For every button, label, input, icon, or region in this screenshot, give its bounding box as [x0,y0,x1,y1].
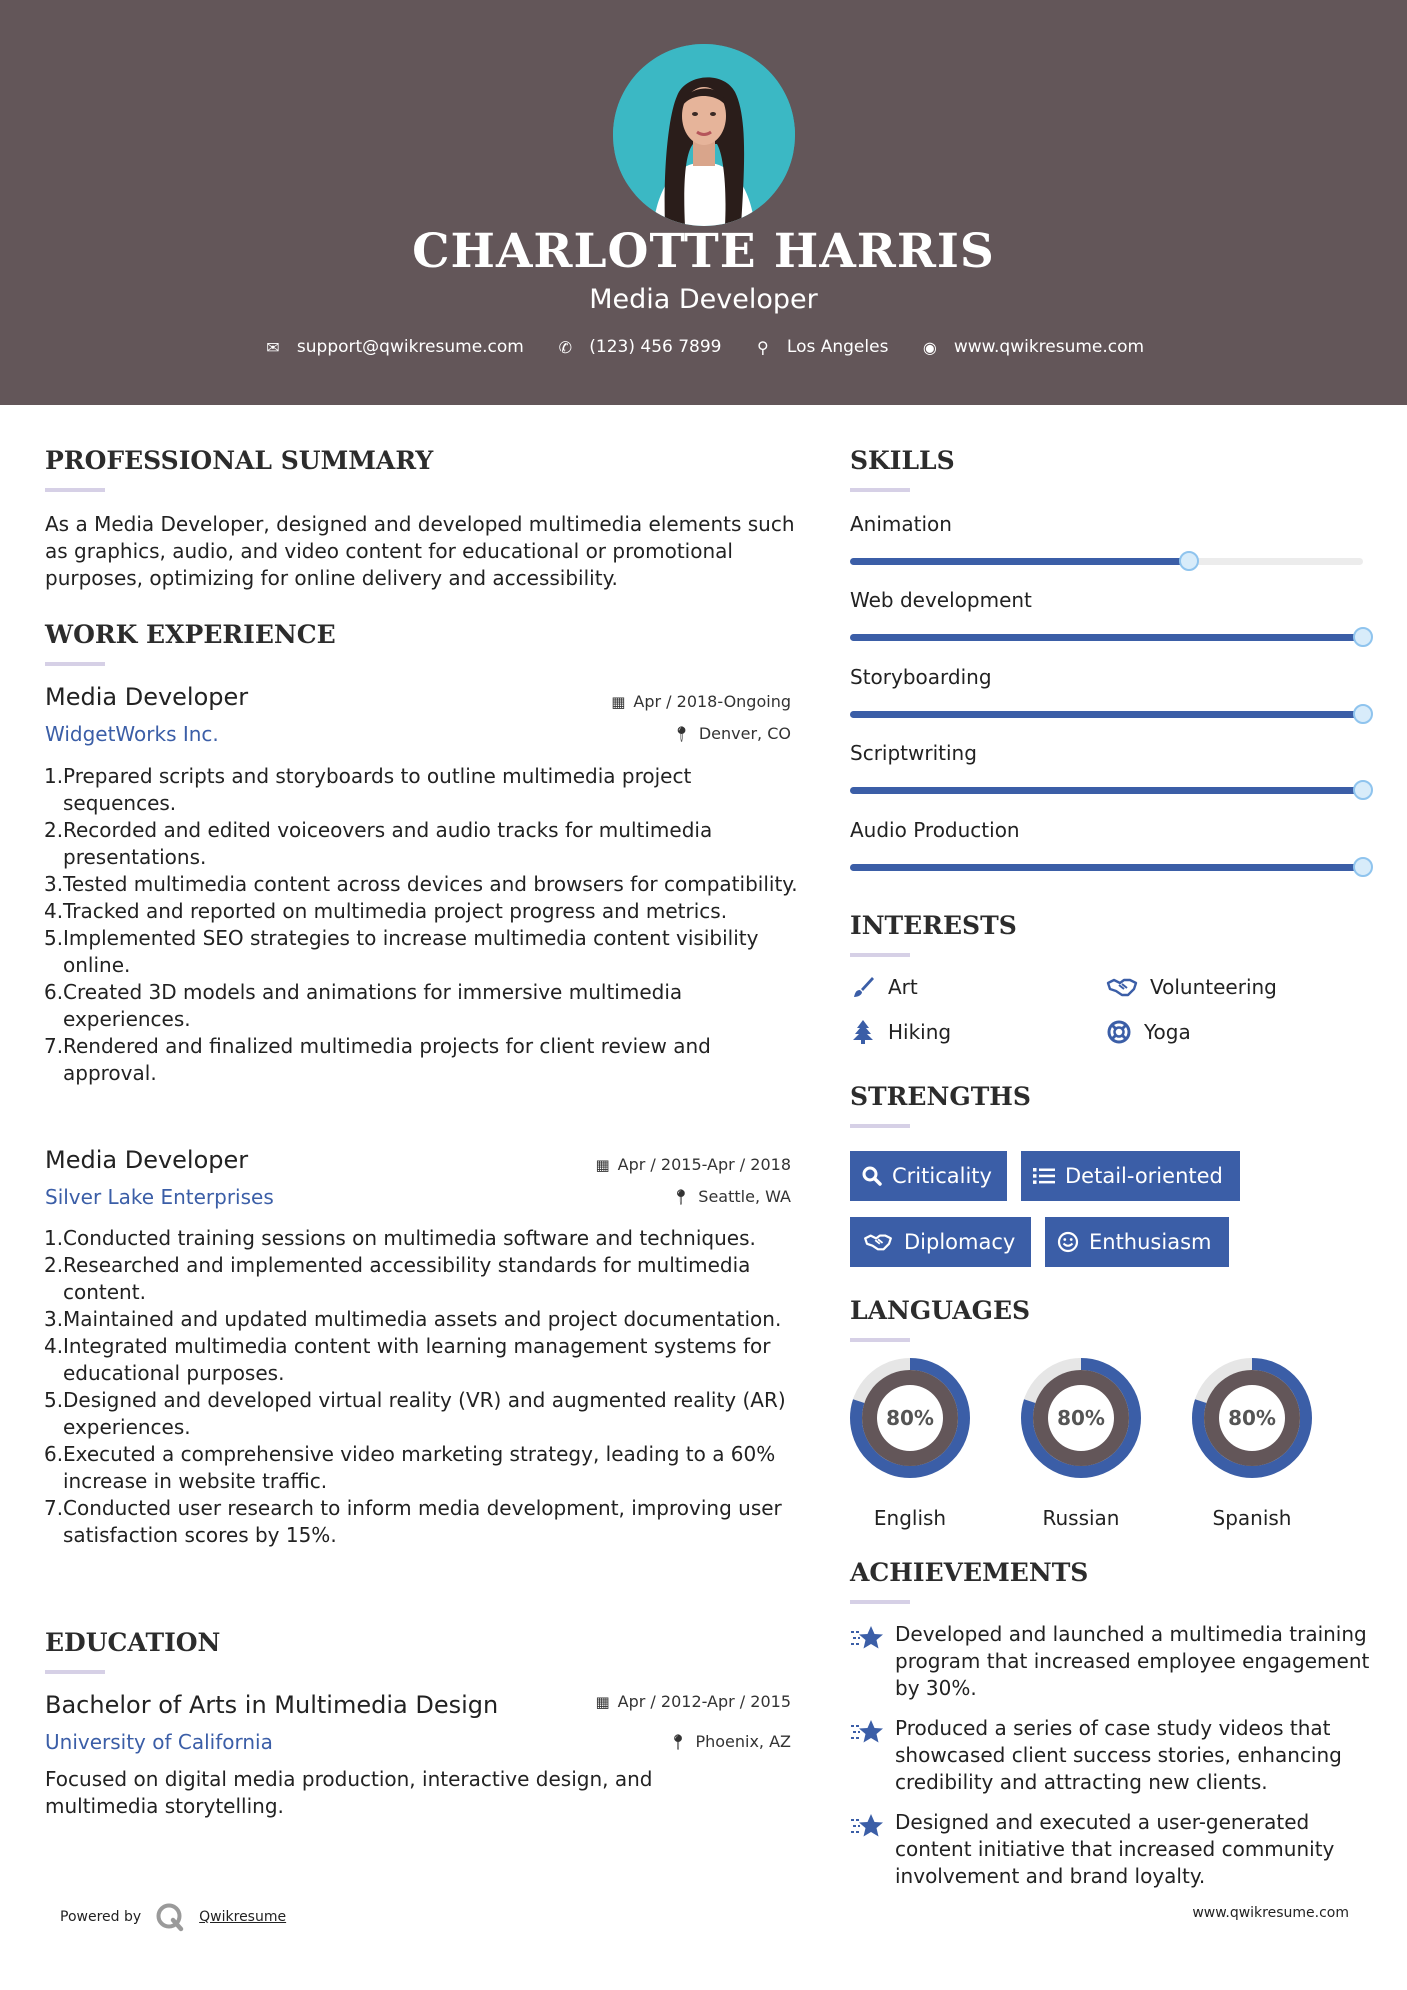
phone-icon: ✆ [558,337,572,357]
list-text: Maintained and updated multimedia assets and project documentation. [63,1307,782,1331]
job-dates-text: Apr / 2015-Apr / 2018 [617,1155,791,1174]
interest-label: Hiking [888,1020,952,1044]
list-item [45,1387,805,1441]
interest-item [1106,974,1277,1000]
skill-bar-knob [1353,704,1373,724]
interest-label: Yoga [1144,1020,1191,1044]
list-text: Implemented SEO strategies to increase multimedia content visibility online. [63,926,759,977]
interest-item [850,974,918,1000]
footer-url[interactable]: www.qwikresume.com [1192,1905,1349,1921]
powered-by-text: Powered by [60,1909,142,1925]
language-label: English [873,1506,947,1530]
list-text: Created 3D models and animations for immersive multimedia experiences. [63,980,683,1031]
star-badge-icon [850,1718,884,1748]
list-item [45,979,800,1033]
list-item [45,763,800,817]
language-ring [1192,1358,1312,1478]
calendar-icon: ▦ [595,1693,610,1711]
strength-label: Enthusiasm [1089,1230,1212,1254]
achievements-heading: ACHIEVEMENTS [850,1558,1089,1587]
list-text: Conducted user research to inform media development, improving user satisfaction scores by 15%. [63,1496,782,1547]
tree-icon [850,1019,876,1045]
strength-chip [850,1217,1031,1267]
list-item [45,1495,805,1549]
skill-label: Animation [850,512,952,536]
job-title: Media Developer [45,1146,249,1174]
profile-photo [613,44,795,226]
interest-item [850,1019,951,1045]
footer-powered-by [60,1902,286,1932]
handshake-icon [1106,974,1138,1000]
map-pin-icon: ⚲ [757,337,769,357]
strength-label: Criticality [892,1164,992,1188]
job-title: Media Developer [45,683,249,711]
smile-icon [1057,1231,1079,1253]
skill-bar-fill [850,711,1363,718]
summary-text: As a Media Developer, designed and developed multimedia elements such as graphics, audio, and video content for educational or promotional purposes, optimizing for online delivery and accessibility. [45,512,795,590]
skill-bar [850,558,1363,565]
lifebuoy-icon [1106,1019,1132,1045]
language-percent: 80% [1228,1406,1276,1430]
list-item [45,1225,805,1252]
interests-heading: INTERESTS [850,911,1017,940]
contact-location [753,337,889,357]
list-number: 1. [44,1226,64,1250]
list-text: Recorded and edited voiceovers and audio tracks for multimedia presentations. [63,818,713,869]
pushpin-icon: 📍︎ [668,1733,688,1751]
list-item [45,1333,805,1387]
languages-heading: LANGUAGES [850,1296,1031,1325]
contact-phone-text: (123) 456 7899 [589,337,722,357]
languages-heading-rule [850,1338,910,1342]
list-number: 6. [44,1442,64,1466]
contact-email-text: support@qwikresume.com [296,337,524,357]
skill-bar [850,787,1363,794]
company-name: Silver Lake Enterprises [45,1185,274,1209]
education-dates [595,1692,791,1711]
school-name: University of California [45,1730,273,1754]
contact-website-text: www.qwikresume.com [953,337,1145,357]
search-icon [862,1166,882,1186]
skills-heading: SKILLS [850,446,955,475]
interest-label: Art [888,975,918,999]
star-badge-icon [850,1624,884,1654]
job-location-text: Seattle, WA [698,1187,791,1206]
job-dates-text: Apr / 2018-Ongoing [633,692,791,711]
summary-heading: PROFESSIONAL SUMMARY [45,446,434,475]
education-location-text: Phoenix, AZ [695,1732,791,1751]
list-text: Rendered and finalized multimedia projects for client review and approval. [63,1034,711,1085]
list-number: 5. [44,926,64,950]
list-number: 2. [44,818,64,842]
achievements-heading-rule [850,1600,910,1604]
list-number: 6. [44,980,64,1004]
job-location [672,724,791,743]
list-text: Integrated multimedia content with learning management systems for educational purposes. [63,1334,771,1385]
strengths-heading-rule [850,1124,910,1128]
skill-label: Web development [850,588,1032,612]
list-text: Prepared scripts and storyboards to outline multimedia project sequences. [63,764,692,815]
job-bullets [45,763,800,1087]
list-item [45,871,800,898]
language-ring [1021,1358,1141,1478]
strength-label: Diplomacy [904,1230,1016,1254]
language-label: Russian [1042,1506,1120,1530]
list-item [45,925,800,979]
list-number: 3. [44,1307,64,1331]
list-number: 4. [44,899,64,923]
profile-photo-illustration [613,44,795,226]
list-number: 1. [44,764,64,788]
job-location [671,1187,791,1206]
contact-phone[interactable] [555,337,721,357]
skill-bar-fill [850,864,1363,871]
list-text: Tracked and reported on multimedia project progress and metrics. [63,899,728,923]
star-badge-icon [850,1812,884,1842]
contact-bar [0,337,1407,358]
language-item [1021,1358,1141,1530]
skill-bar-fill [850,787,1363,794]
envelope-icon: ✉ [266,337,280,357]
list-number: 7. [44,1034,64,1058]
language-percent: 80% [886,1406,934,1430]
degree-title: Bachelor of Arts in Multimedia Design [45,1691,499,1719]
skill-label: Storyboarding [850,665,992,689]
education-heading: EDUCATION [45,1628,221,1657]
education-text: Focused on digital media production, interactive design, and multimedia storytelling. [45,1767,653,1818]
contact-website[interactable] [920,337,1144,357]
list-number: 4. [44,1334,64,1358]
list-text: Tested multimedia content across devices and browsers for compatibility. [63,872,798,896]
work-heading-rule [45,662,105,666]
language-item [850,1358,970,1530]
skill-bar-fill [850,558,1189,565]
interest-item [1106,1019,1191,1045]
skill-bar [850,864,1363,871]
strengths-heading: STRENGTHS [850,1082,1031,1111]
strength-label: Detail-oriented [1065,1164,1223,1188]
contact-email[interactable] [263,337,524,357]
list-text: Conducted training sessions on multimedia software and techniques. [63,1226,756,1250]
strength-chip [1045,1217,1229,1267]
pushpin-icon: 📍︎ [671,1188,691,1206]
list-text: Researched and implemented accessibility standards for multimedia content. [63,1253,751,1304]
strength-chip [850,1151,1007,1201]
resume-header [0,0,1407,405]
education-dates-text: Apr / 2012-Apr / 2015 [617,1692,791,1711]
summary-heading-rule [45,488,105,492]
work-heading: WORK EXPERIENCE [45,620,336,649]
list-item [45,1252,805,1306]
job-bullets [45,1225,805,1549]
job-dates [611,692,791,711]
interests-heading-rule [850,953,910,957]
list-number: 7. [44,1496,64,1520]
skill-bar [850,711,1363,718]
list-text: Designed and developed virtual reality (VR) and augmented reality (AR) experiences. [63,1388,786,1439]
list-item [45,1306,805,1333]
list-item [45,1441,805,1495]
skill-bar-fill [850,634,1363,641]
list-number: 5. [44,1388,64,1412]
language-ring [850,1358,970,1478]
strength-chip [1021,1151,1240,1201]
list-number: 2. [44,1253,64,1277]
list-icon [1033,1167,1055,1185]
skill-bar-knob [1353,780,1373,800]
contact-location-text: Los Angeles [786,337,889,357]
language-item [1192,1358,1312,1530]
skill-label: Audio Production [850,818,1020,842]
language-label: Spanish [1212,1506,1292,1530]
skill-label: Scriptwriting [850,741,977,765]
achievement-text: Produced a series of case study videos that showcased client success stories, enhancing credibility and attracting new clients. [895,1716,1342,1794]
achievement-text: Designed and executed a user-generated content initiative that increased community involvement and brand loyalty. [895,1810,1335,1888]
language-percent: 80% [1057,1406,1105,1430]
education-heading-rule [45,1670,105,1674]
calendar-icon: ▦ [611,693,626,711]
skill-bar-knob [1353,627,1373,647]
list-item [45,898,800,925]
interest-label: Volunteering [1150,975,1277,999]
globe-icon: ◉ [922,337,937,357]
candidate-role: Media Developer [589,284,818,315]
list-item [45,817,800,871]
pushpin-icon: 📍︎ [671,725,691,743]
qwikresume-link[interactable]: Qwikresume [199,1909,287,1925]
job-location-text: Denver, CO [698,724,791,743]
job-dates [595,1155,791,1174]
calendar-icon: ▦ [595,1156,610,1174]
candidate-name: CHARLOTTE HARRIS [412,224,995,279]
list-text: Executed a comprehensive video marketing strategy, leading to a 60% increase in website traffic. [63,1442,776,1493]
skills-heading-rule [850,488,910,492]
skill-bar [850,634,1363,641]
handshake-icon [862,1231,894,1253]
company-name: WidgetWorks Inc. [45,722,219,746]
skill-bar-knob [1179,551,1199,571]
paintbrush-icon [850,974,876,1000]
education-location [668,1732,791,1751]
qwikresume-logo-icon [155,1902,185,1932]
achievement-text: Developed and launched a multimedia training program that increased employee engagement by 30%. [895,1622,1370,1700]
list-item [45,1033,800,1087]
skill-bar-knob [1353,857,1373,877]
list-number: 3. [44,872,64,896]
